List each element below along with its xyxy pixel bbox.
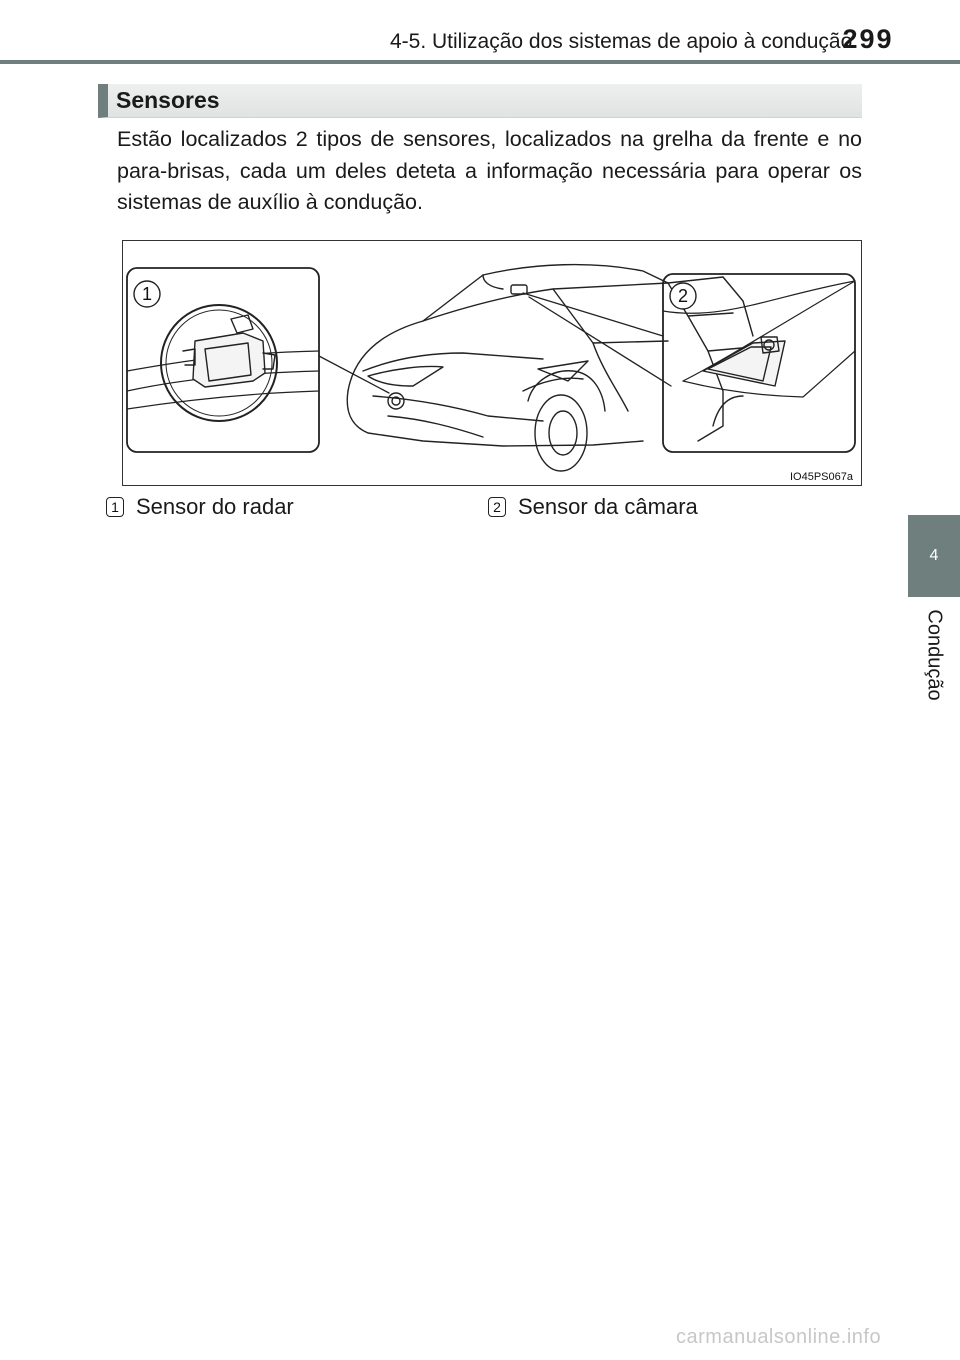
section-heading (98, 84, 862, 118)
page-number: 299 (842, 24, 894, 54)
sensor-illustration (122, 240, 862, 486)
callout-1-number: 1 (141, 284, 153, 304)
header-section-title: 4-5. Utilização dos sistemas de apoio à condução (390, 30, 853, 53)
chapter-number: 4 (929, 547, 939, 564)
legend-label: Sensor da câmara (518, 494, 698, 519)
car-sensor-drawing (123, 241, 861, 485)
figure-code: IO45PS067a (790, 471, 853, 483)
body-paragraph: Estão localizados 2 tipos de sensores, localizados na grelha da frente e no para-brisas, cada um deles deteta a informação necessária para operar os sistemas de auxílio à condução. (117, 127, 862, 214)
chapter-label: Condução (923, 609, 946, 701)
header-rule (0, 60, 960, 64)
watermark: carmanualsonline.info (676, 1326, 882, 1348)
legend-item-camera (488, 494, 698, 520)
callout-2-number: 2 (677, 286, 689, 306)
legend-number: 1 (106, 497, 124, 517)
section-heading-text: Sensores (116, 87, 220, 113)
legend-item-radar (106, 494, 294, 520)
legend-number: 2 (488, 497, 506, 517)
legend-label: Sensor do radar (136, 494, 294, 519)
chapter-tab (908, 515, 960, 597)
